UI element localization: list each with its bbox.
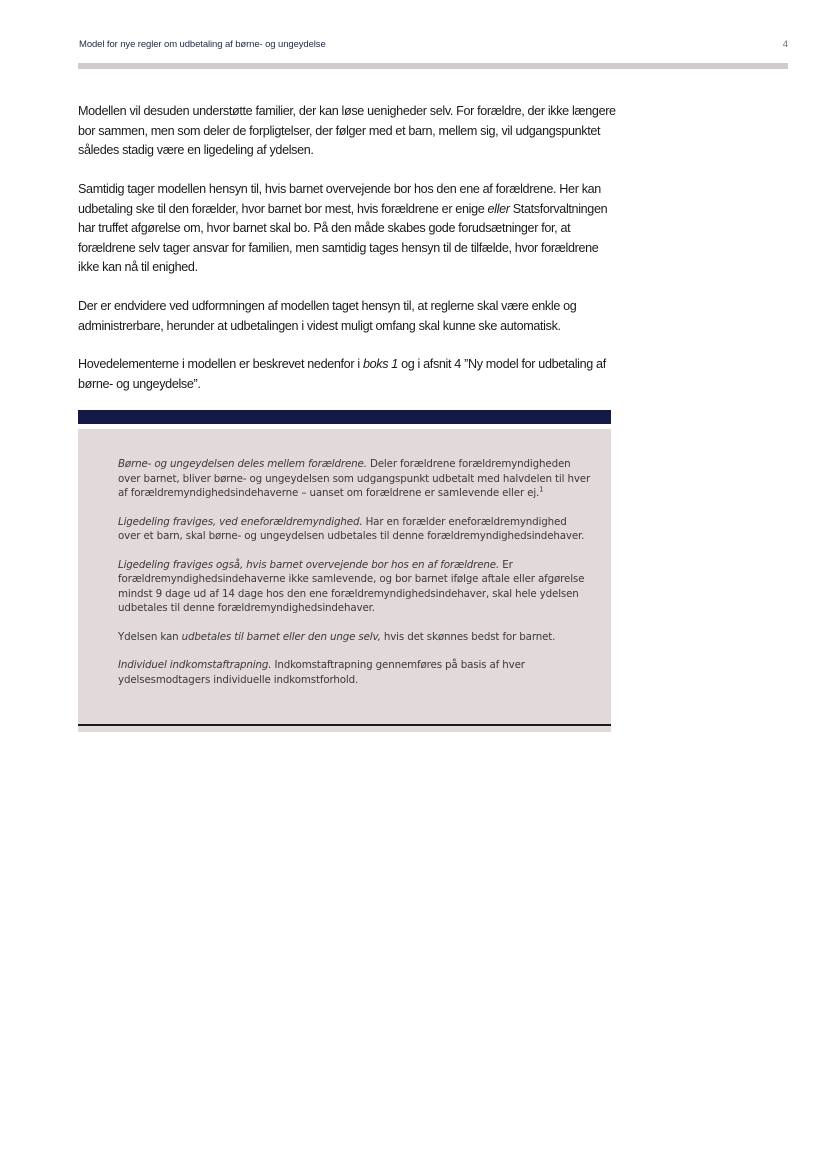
header-rule bbox=[78, 63, 788, 69]
footnote-ref: 1 bbox=[539, 485, 544, 494]
emphasis-text: Ligedeling fraviges også, hvis barnet overvejende bor hos en af forældrene. bbox=[118, 558, 500, 571]
body-paragraph bbox=[78, 102, 618, 161]
emphasis-text: Børne- og ungeydelsen deles mellem forældrene. bbox=[118, 458, 367, 470]
info-box-header-bar bbox=[78, 410, 611, 424]
body-paragraph bbox=[78, 180, 618, 278]
text-segment: Er forældremyndighedsindehaverne ikke samlevende, og bor barnet ifølge aftale eller afgørelse mindst 9 dage ud af 14 dage hos den ene forældremyndighedsindehaver, skal hele ydelsen udbetales til denne forældremyndighedsindehaver. bbox=[118, 558, 585, 614]
info-box bbox=[78, 410, 611, 732]
emphasis-text: Ligedeling fraviges, ved eneforældremyndighed. bbox=[118, 515, 363, 528]
emphasis-text: udbetales til barnet eller den unge selv, bbox=[181, 630, 381, 643]
body-paragraph bbox=[78, 355, 618, 394]
info-box-bottom-rule bbox=[78, 724, 611, 726]
text-segment: hvis det skønnes bedst for barnet. bbox=[380, 630, 556, 643]
body-paragraph bbox=[78, 297, 618, 336]
emphasis-text: Individuel indkomstaftrapning. bbox=[118, 659, 272, 671]
text-segment: Ydelsen kan bbox=[118, 630, 182, 643]
text-segment: Der er endvidere ved udformningen af modellen taget hensyn til, at reglerne skal være enkle og administrerbare, herunder at udbetalingen i videst muligt omfang skal kunne ske automatisk. bbox=[78, 299, 577, 333]
text-segment: Har en forælder eneforældremyndighed over et barn, skal børne- og ungeydelsen udbetales til denne forældremyndighedsindehaver. bbox=[118, 515, 585, 542]
info-box-item bbox=[118, 630, 591, 645]
text-segment: Hovedelementerne i modellen er beskrevet nedenfor i bbox=[78, 357, 363, 371]
info-box-item bbox=[118, 457, 591, 501]
text-segment: Indkomstaftrapning gennemføres på basis af hver ydelsesmodtagers individuelle indkomstforhold. bbox=[118, 659, 525, 686]
info-box-body bbox=[78, 429, 611, 732]
page-number: 4 bbox=[782, 39, 788, 50]
text-segment: Modellen vil desuden understøtte familier, der kan løse uenigheder selv. For forældre, der ikke længere bor sammen, men som deler de forpligtelser, der følger med et barn, mellem sig, vil udgangspunktet således stadig være en ligedeling af ydelsen. bbox=[78, 104, 616, 157]
text-segment: og i afsnit 4 ”Ny model for udbetaling af børne- og ungeydelse”. bbox=[78, 357, 606, 391]
text-segment: Deler forældrene forældremyndigheden over barnet, bliver børne- og ungeydelsen som udgangspunkt udbetalt med halvdelen til hver af forældremyndighedsindehaverne – uanset om forældrene er samlevende eller ej. bbox=[118, 458, 591, 499]
info-box-item bbox=[118, 515, 591, 544]
emphasis-text: eller bbox=[487, 201, 510, 216]
text-segment: Samtidig tager modellen hensyn til, hvis barnet overvejende bor hos den ene af forældrene. Her kan udbetaling ske til den forælder, hvor barnet bor mest, hvis forældrene er enige bbox=[78, 182, 601, 216]
emphasis-text: boks 1 bbox=[362, 357, 398, 371]
text-segment: Statsforvaltningen har truffet afgørelse om, hvor barnet skal bo. På den måde skabes gode forudsætninger for, at forældrene selv tager ansvar for familien, men samtidig tages hensyn til de tilfælde, hvor forældrene ikke kan nå til enighed. bbox=[78, 201, 608, 274]
header-title: Model for nye regler om udbetaling af børne- og ungeydelse bbox=[79, 39, 326, 50]
info-box-item bbox=[118, 558, 591, 616]
info-box-item bbox=[118, 658, 591, 687]
